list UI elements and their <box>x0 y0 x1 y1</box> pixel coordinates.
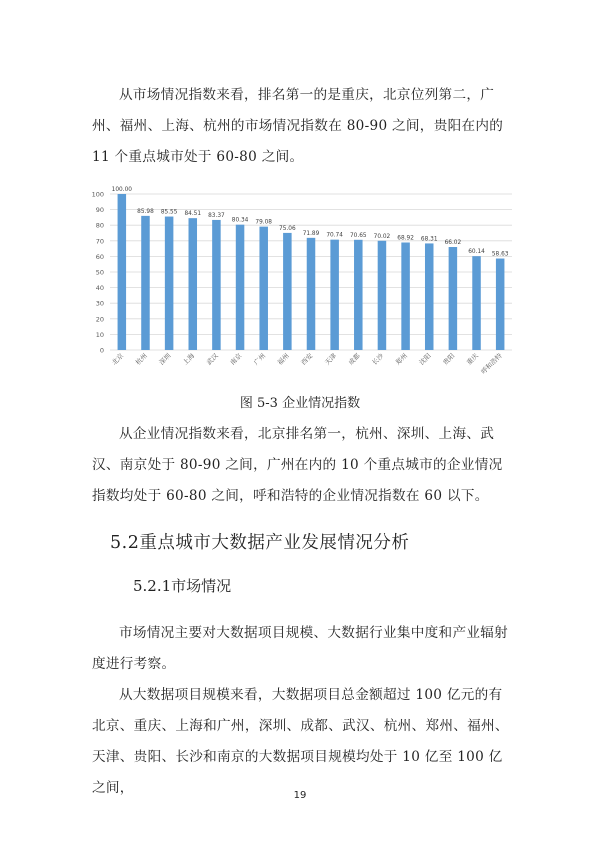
y-tick-label: 40 <box>95 284 104 293</box>
x-tick-label: 郑州 <box>394 351 410 367</box>
bar <box>307 238 316 350</box>
x-tick-label: 重庆 <box>465 351 480 367</box>
x-tick-label: 西安 <box>299 351 315 367</box>
data-label: 68.31 <box>420 236 438 243</box>
data-label: 60.14 <box>468 249 485 256</box>
data-label: 80.34 <box>231 217 249 224</box>
paragraph-project-scale: 从大数据项目规模来看，大数据项目总金额超过 100 亿元的有北京、重庆、上海和广州，深圳、成都、武汉、杭州、郑州、福州、天津、贵阳、长沙和南京的大数据项目规模均处于 10 亿至 100 亿之间， <box>92 687 509 796</box>
data-label: 70.74 <box>326 232 343 239</box>
data-label: 85.98 <box>137 208 154 215</box>
bar <box>259 227 268 350</box>
x-tick-label: 沈阳 <box>417 351 433 367</box>
data-label: 75.06 <box>279 225 296 232</box>
bar <box>401 242 410 350</box>
y-tick-label: 30 <box>95 299 104 308</box>
bar <box>472 256 481 350</box>
y-tick-label: 90 <box>95 206 104 215</box>
bar <box>236 225 245 350</box>
x-tick-label: 北京 <box>110 351 126 367</box>
x-tick-label: 南京 <box>228 351 244 367</box>
enterprise-index-bar-chart <box>88 184 520 384</box>
bar <box>189 218 198 350</box>
x-tick-label: 福州 <box>275 351 291 367</box>
data-label: 66.02 <box>444 240 462 247</box>
paragraph-enterprise-index: 从企业情况指数来看，北京排名第一，杭州、深圳、上海、武汉、南京处于 80-90 之间，广州在内的 10 个重点城市的企业情况指数均处于 60-80 之间，呼和浩特的企业情况指数在 60 以下。 <box>92 426 503 504</box>
bar <box>165 217 174 350</box>
y-tick-label: 50 <box>95 268 104 277</box>
bar <box>449 247 458 350</box>
bar <box>283 233 292 350</box>
y-tick-label: 10 <box>95 330 104 339</box>
x-tick-label: 上海 <box>181 351 197 367</box>
bar <box>141 216 150 350</box>
data-label: 83.37 <box>208 212 225 219</box>
bar <box>330 240 339 350</box>
x-tick-label: 长沙 <box>370 351 386 367</box>
bar <box>118 194 127 350</box>
page-number: 19 <box>293 790 307 801</box>
data-label: 85.55 <box>160 209 178 216</box>
section-heading: 5.2重点城市大数据产业发展情况分析 <box>110 533 410 553</box>
data-label: 71.89 <box>302 230 320 237</box>
bar <box>496 259 505 350</box>
x-tick-label: 贵阳 <box>441 351 457 367</box>
data-label: 68.92 <box>397 235 414 242</box>
figure-caption: 图 5-3 企业情况指数 <box>239 396 361 411</box>
x-tick-label: 深圳 <box>157 351 173 367</box>
bar <box>425 243 434 350</box>
paragraph-market-overview: 市场情况主要对大数据项目规模、大数据行业集中度和产业辐射度进行考察。 <box>92 625 509 672</box>
y-tick-label: 0 <box>99 346 104 355</box>
data-label: 70.02 <box>373 233 391 240</box>
y-tick-label: 60 <box>95 252 104 261</box>
y-tick-label: 100 <box>91 190 104 199</box>
y-tick-label: 20 <box>95 315 104 324</box>
x-tick-label: 武汉 <box>204 351 220 367</box>
paragraph-market-index: 从市场情况指数来看，排名第一的是重庆，北京位列第二，广州、福州、上海、杭州的市场情况指数在 80-90 之间，贵阳在内的 11 个重点城市处于 60-80 之间。 <box>92 87 504 165</box>
data-label: 100.00 <box>111 187 132 193</box>
x-tick-label: 成都 <box>346 351 362 367</box>
y-tick-label: 80 <box>95 221 104 230</box>
x-tick-label: 广州 <box>252 351 268 367</box>
data-label: 79.08 <box>255 219 273 226</box>
x-tick-label: 杭州 <box>134 351 149 367</box>
data-label: 84.51 <box>184 211 202 218</box>
x-tick-label: 天津 <box>323 351 339 367</box>
data-label: 70.65 <box>349 232 367 239</box>
bar <box>354 240 363 350</box>
x-tick-label: 呼和浩特 <box>479 351 504 376</box>
y-tick-label: 70 <box>95 237 104 246</box>
subsection-heading: 5.2.1市场情况 <box>133 577 232 595</box>
bar <box>378 241 387 350</box>
bar <box>212 220 221 350</box>
data-label: 58.63 <box>491 251 509 258</box>
